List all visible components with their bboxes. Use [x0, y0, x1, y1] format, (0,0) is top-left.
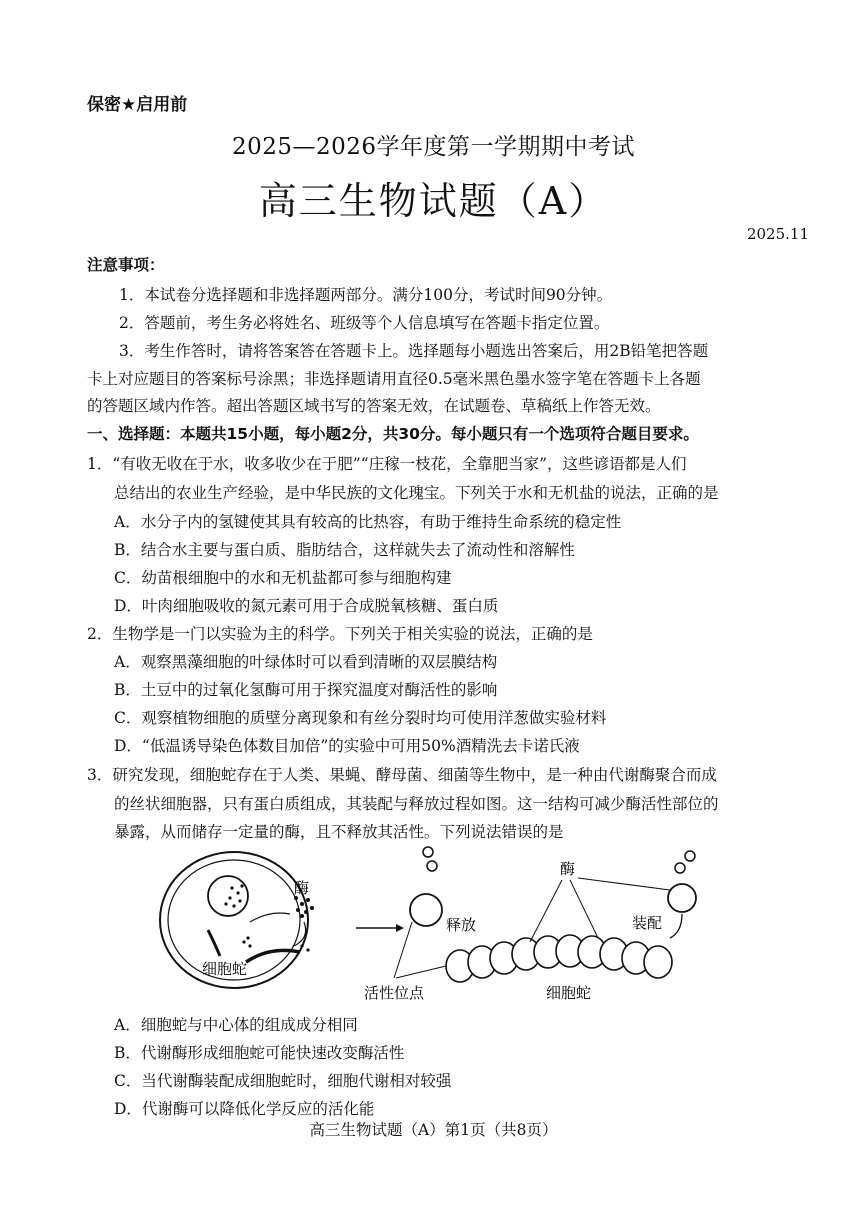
page-footer: 高三生物试题（A）第1页（共8页）	[309, 1121, 558, 1139]
q1-option-d: D．叶肉细胞吸收的氮元素可用于合成脱氧核糖、蛋白质	[114, 597, 499, 615]
enzyme-leader-3	[578, 878, 670, 890]
q3-option-c: C．当代谢酶装配成细胞蛇时，细胞代谢相对较强	[114, 1072, 452, 1090]
bubble-small-1	[423, 847, 433, 857]
q2-stem: 2．生物学是一门以实验为主的科学。下列关于相关实验的说法，正确的是	[87, 625, 593, 643]
active-site-leader-2	[396, 966, 446, 978]
section-heading: 一、选择题：本题共15小题，每小题2分，共30分。每小题只有一个选项符合题目要求。	[87, 425, 699, 443]
q3-stem-line2: 的丝状细胞器，只有蛋白质组成，其装配与释放过程如图。这一结构可减少酶活性部位的	[114, 795, 719, 813]
page-title: 高三生物试题（A）	[258, 179, 609, 223]
q1-option-c: C．幼苗根细胞中的水和无机盐都可参与细胞构建	[114, 569, 452, 587]
notes-heading: 注意事项：	[87, 256, 165, 274]
q3-option-d: D．代谢酶可以降低化学反应的活化能	[114, 1100, 375, 1118]
q3-option-b: B．代谢酶形成细胞蛇可能快速改变酶活性	[114, 1044, 405, 1062]
figure-label-cytoophidium: 细胞蛇	[546, 984, 592, 1002]
note-item-3-line3: 的答题区域内作答。超出答题区域书写的答案无效，在试题卷、草稿纸上作答无效。	[87, 397, 661, 415]
curved-arrow-top	[250, 913, 290, 922]
bubble-small-4	[675, 863, 685, 873]
note-item-2: 2．答题前，考生务必将姓名、班级等个人信息填写在答题卡指定位置。	[119, 314, 610, 332]
cytoophidium-fragment-left	[208, 930, 220, 956]
note-item-3-line1: 3．考生作答时，请将答案答在答题卡上。选择题每小题选出答案后，用2B铅笔把答题	[119, 342, 709, 360]
q1-stem-line2: 总结出的农业生产经验，是中华民族的文化瑰宝。下列关于水和无机盐的说法，正确的是	[114, 484, 719, 502]
figure-label-cytoophidium-cell: 细胞蛇	[202, 960, 248, 978]
q2-option-b: B．土豆中的过氧化氢酶可用于探究温度对酶活性的影响	[114, 681, 498, 699]
figure-label-active-site: 活性位点	[364, 984, 425, 1002]
enzyme-dots-left	[224, 884, 243, 907]
q1-option-b: B．结合水主要与蛋白质、脂肪结合，这样就失去了流动性和溶解性	[114, 541, 575, 559]
q3-stem-line1: 3．研究发现，细胞蛇存在于人类、果蝇、酵母菌、细菌等生物中，是一种由代谢酶聚合而成	[87, 766, 717, 784]
small-vesicle	[208, 876, 248, 916]
enzyme-leader-1	[530, 880, 562, 942]
enzyme-leader-2	[570, 880, 598, 938]
q1-stem-line1: 1．“有收无收在于水，收多收少在于肥”“庄稼一枝花，全靠肥当家”，这些谚语都是人们	[87, 455, 687, 473]
figure-label-assembly: 装配	[632, 914, 663, 932]
exam-date: 2025.11	[746, 225, 809, 243]
cytoophidium-fragment-right	[246, 950, 300, 962]
released-enzyme	[410, 894, 442, 926]
confidential-label: 保密★启用前	[87, 95, 188, 115]
note-item-1: 1．本试卷分选择题和非选择题两部分。满分100分，考试时间90分钟。	[119, 286, 613, 304]
q2-option-d: D．“低温诱导染色体数目加倍”的实验中可用50%酒精洗去卡诺氏液	[114, 737, 580, 755]
cytoophidium-chain	[446, 935, 672, 982]
exam-title: 2025—2026学年度第一学期期中考试	[231, 134, 636, 160]
cytoophidium-figure	[150, 838, 710, 1008]
note-item-3-line2: 卡上对应题目的答案标号涂黑；非选择题请用直径0.5毫米黑色墨水签字笔在答题卡上各题	[87, 370, 701, 388]
figure-label-release: 释放	[446, 916, 477, 934]
q3-option-a: A．细胞蛇与中心体的组成成分相同	[114, 1016, 358, 1034]
q3-stem-line3: 暴露，从而储存一定量的酶，且不释放其活性。下列说法错误的是	[114, 823, 564, 841]
figure-label-enzyme: 酶	[560, 860, 576, 878]
bubble-small-3	[685, 851, 695, 861]
assembling-enzyme	[668, 884, 696, 912]
transition-arrow-head	[396, 924, 404, 932]
q2-option-a: A．观察黑藻细胞的叶绿体时可以看到清晰的双层膜结构	[114, 653, 498, 671]
bubble-small-2	[427, 861, 437, 871]
assembly-arrow	[670, 914, 682, 938]
q1-option-a: A．水分子内的氢键使其具有较高的比热容，有助于维持生命系统的稳定性	[114, 513, 622, 531]
figure-label-enzyme-cell: 酶	[294, 879, 310, 897]
q2-option-c: C．观察植物细胞的质壁分离现象和有丝分裂时均可使用洋葱做实验材料	[114, 709, 607, 727]
